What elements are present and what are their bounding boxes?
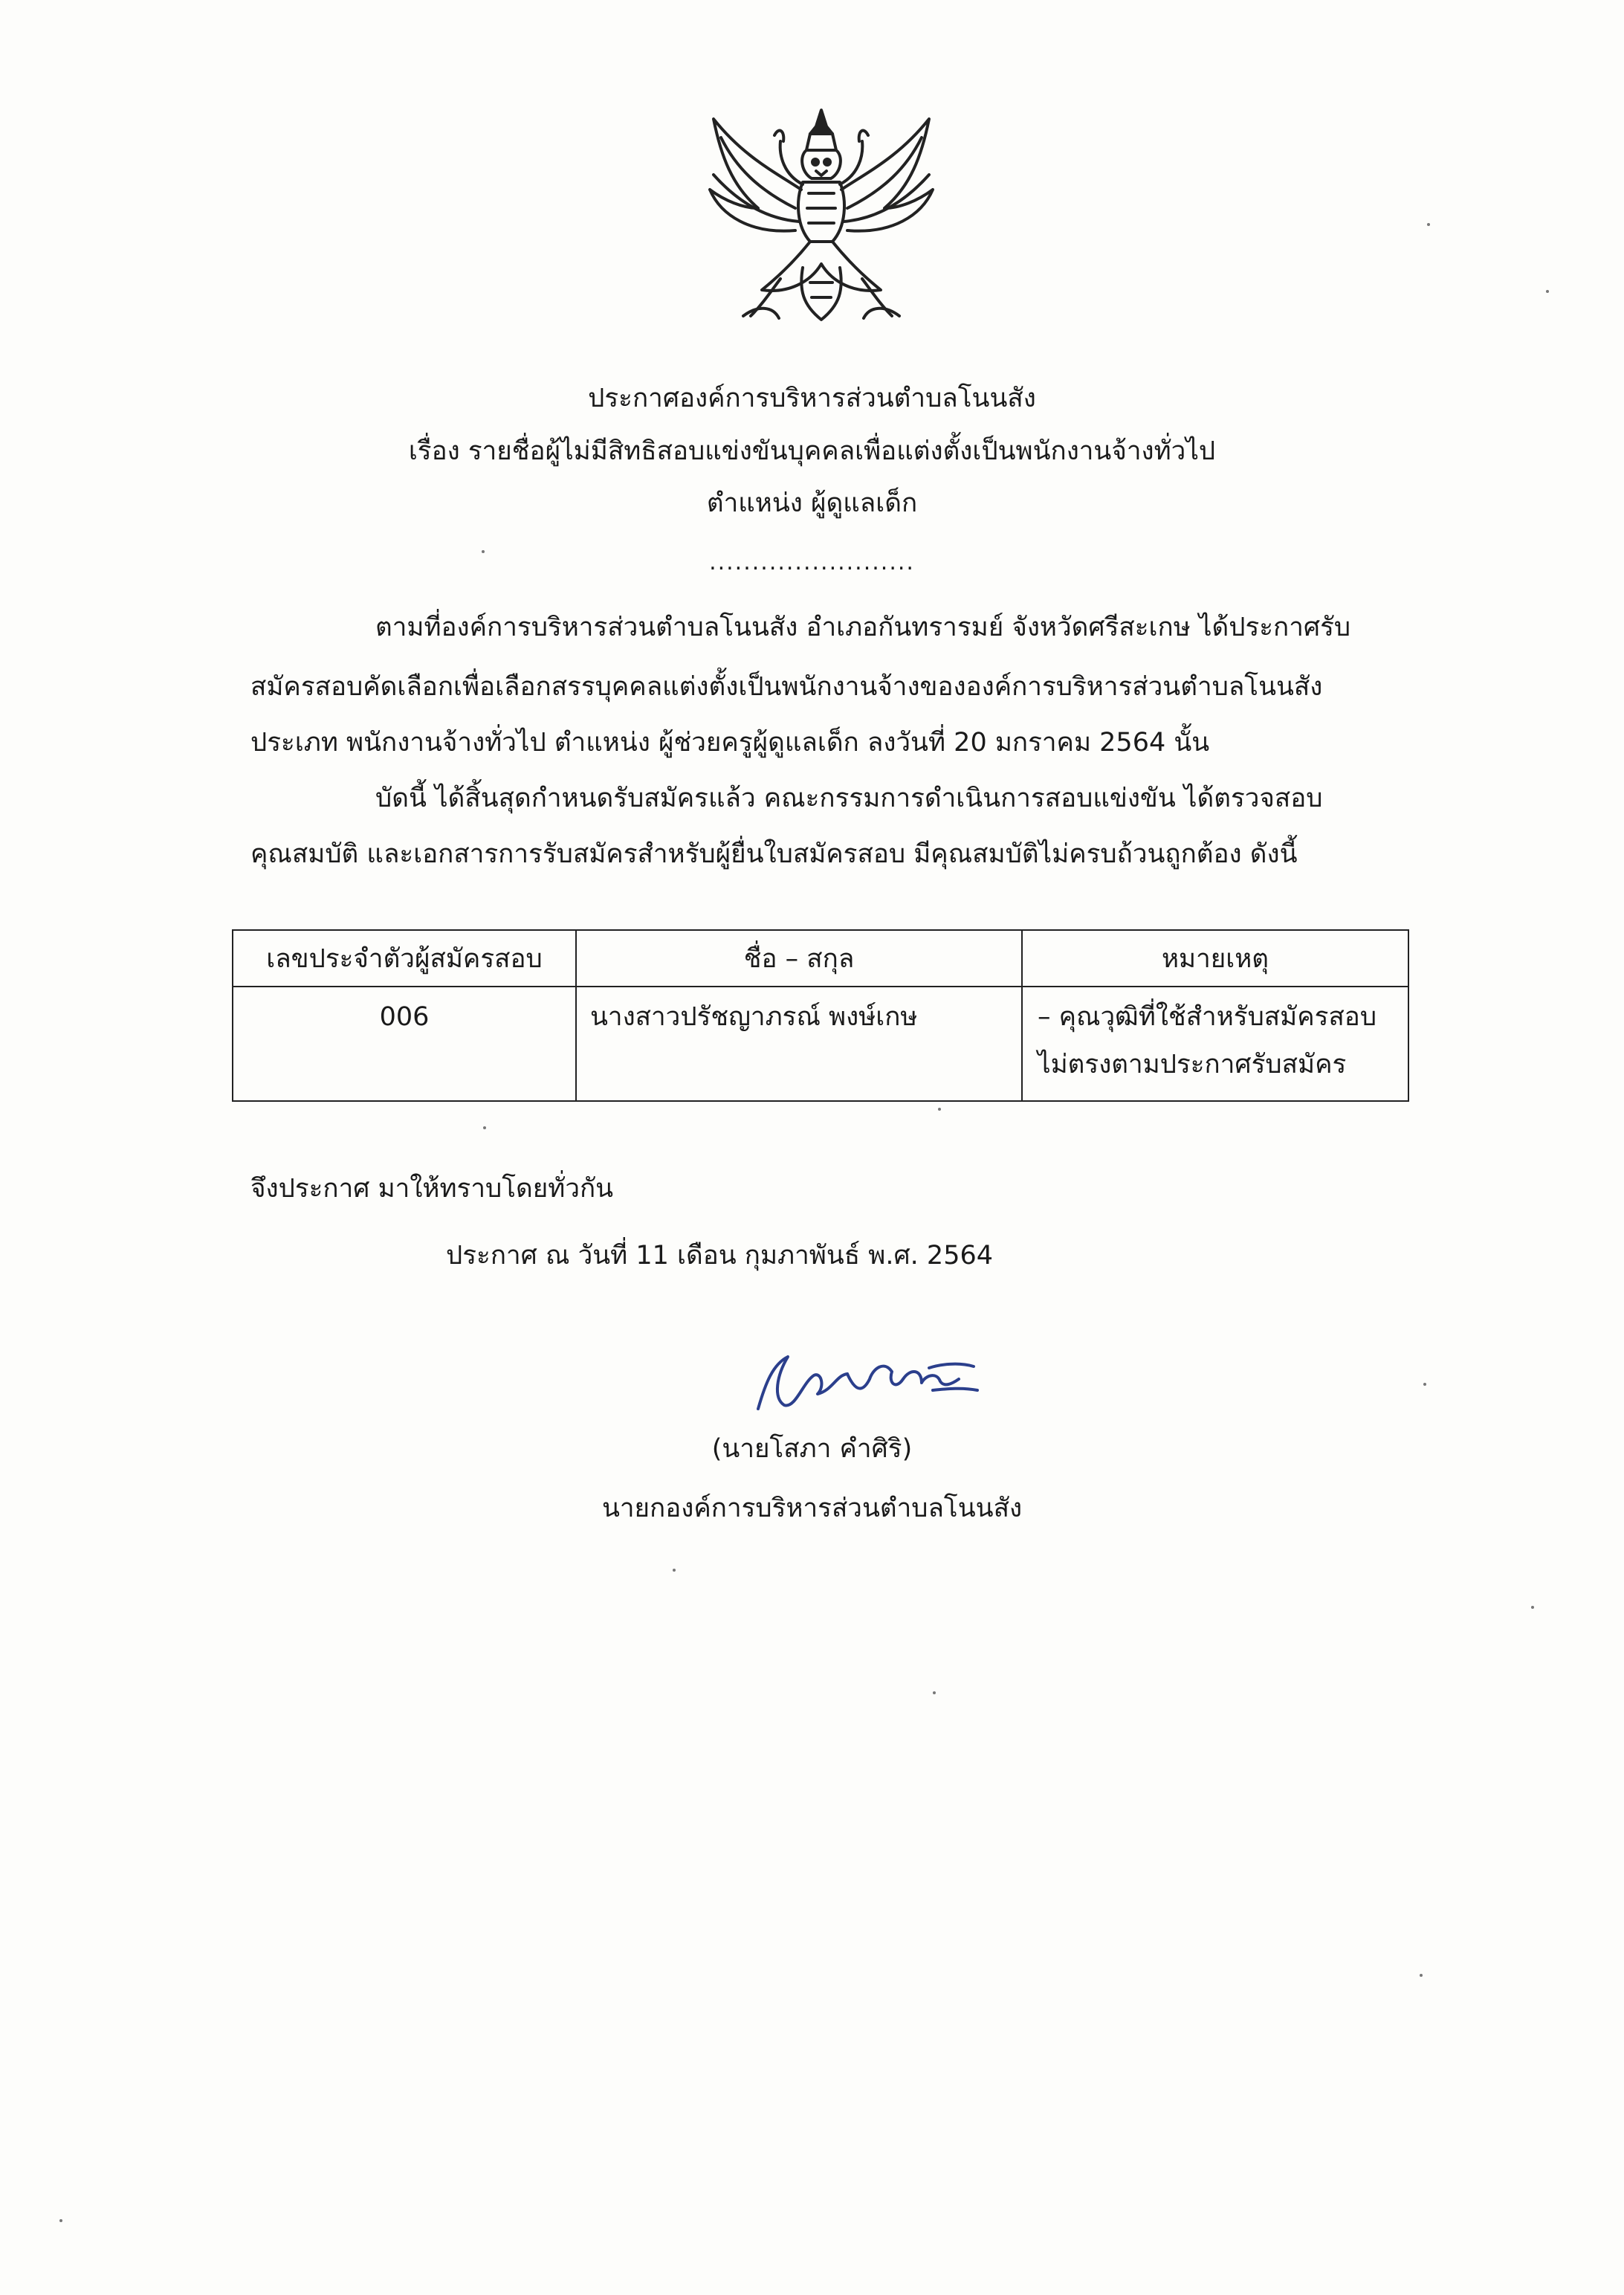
- table-header-row: [233, 930, 1408, 987]
- signer-name: (นายโสภา คำศิริ): [711, 1434, 913, 1464]
- announcement-heading: ประกาศองค์การบริหารส่วนตำบลโนนสัง: [588, 384, 1036, 413]
- closing-statement: จึงประกาศ มาให้ทราบโดยทั่วกัน: [250, 1174, 614, 1204]
- body-paragraph-2-line-2: คุณสมบัติ และเอกสารการรับสมัครสำหรับผู้ยื่นใบสมัครสอบ มีคุณสมบัติไม่ครบถ้วนถูกต้อง ดังนี้: [250, 839, 1298, 869]
- table-row: [233, 987, 1408, 1101]
- scan-speck: [938, 1108, 941, 1111]
- remark-line-2: ไม่ตรงตามประกาศรับสมัคร: [1038, 1050, 1347, 1079]
- scan-speck: [59, 2219, 62, 2222]
- scan-speck: [1423, 1383, 1426, 1386]
- applicant-name-cell: นางสาวปรัชญาภรณ์ พงษ์เกษ: [576, 987, 1022, 1101]
- body-paragraph-2-line-1: บัดนี้ ได้สิ้นสุดกำหนดรับสมัครแล้ว คณะกรรมการดำเนินการสอบแข่งขัน ได้ตรวจสอบ: [375, 784, 1323, 813]
- announcement-date: ประกาศ ณ วันที่ 11 เดือน กุมภาพันธ์ พ.ศ. 2564: [446, 1241, 994, 1271]
- scan-speck: [673, 1569, 676, 1572]
- remark-line-1: – คุณวุฒิที่ใช้สำหรับสมัครสอบ: [1038, 1002, 1377, 1032]
- column-header-remark: หมายเหตุ: [1022, 930, 1408, 987]
- announcement-subject: เรื่อง รายชื่อผู้ไม่มีสิทธิสอบแข่งขันบุคคลเพื่อแต่งตั้งเป็นพนักงานจ้างทั่วไป: [408, 436, 1216, 466]
- garuda-emblem-icon: [691, 104, 951, 327]
- dotted-divider: ........................: [709, 549, 915, 575]
- body-paragraph-1-line-3: ประเภท พนักงานจ้างทั่วไป ตำแหน่ง ผู้ช่วยครูผู้ดูแลเด็ก ลงวันที่ 20 มกราคม 2564 นั้น: [250, 728, 1210, 758]
- scan-speck: [1427, 223, 1430, 226]
- signer-title: นายกองค์การบริหารส่วนตำบลโนนสัง: [601, 1494, 1023, 1523]
- scan-speck: [1420, 1974, 1423, 1977]
- announcement-position: ตำแหน่ง ผู้ดูแลเด็ก: [706, 488, 918, 518]
- column-header-name: ชื่อ – สกุล: [576, 930, 1022, 987]
- body-paragraph-1-line-1: ตามที่องค์การบริหารส่วนตำบลโนนสัง อำเภอกันทรารมย์ จังหวัดศรีสะเกษ ได้ประกาศรับ: [375, 613, 1351, 642]
- scan-speck: [1546, 290, 1549, 293]
- scan-speck: [1531, 1606, 1534, 1609]
- scan-speck: [482, 550, 485, 553]
- remark-cell: [1022, 987, 1408, 1101]
- body-paragraph-1-line-2: สมัครสอบคัดเลือกเพื่อเลือกสรรบุคคลแต่งตั้งเป็นพนักงานจ้างขององค์การบริหารส่วนตำบลโนนสัง: [250, 672, 1323, 702]
- applicant-id-cell: 006: [233, 987, 576, 1101]
- column-header-applicant-id: เลขประจำตัวผู้สมัครสอบ: [233, 930, 576, 987]
- ineligible-candidates-table: [232, 929, 1409, 1102]
- handwritten-signature: [743, 1338, 989, 1420]
- scan-speck: [483, 1126, 486, 1129]
- scan-speck: [933, 1691, 936, 1694]
